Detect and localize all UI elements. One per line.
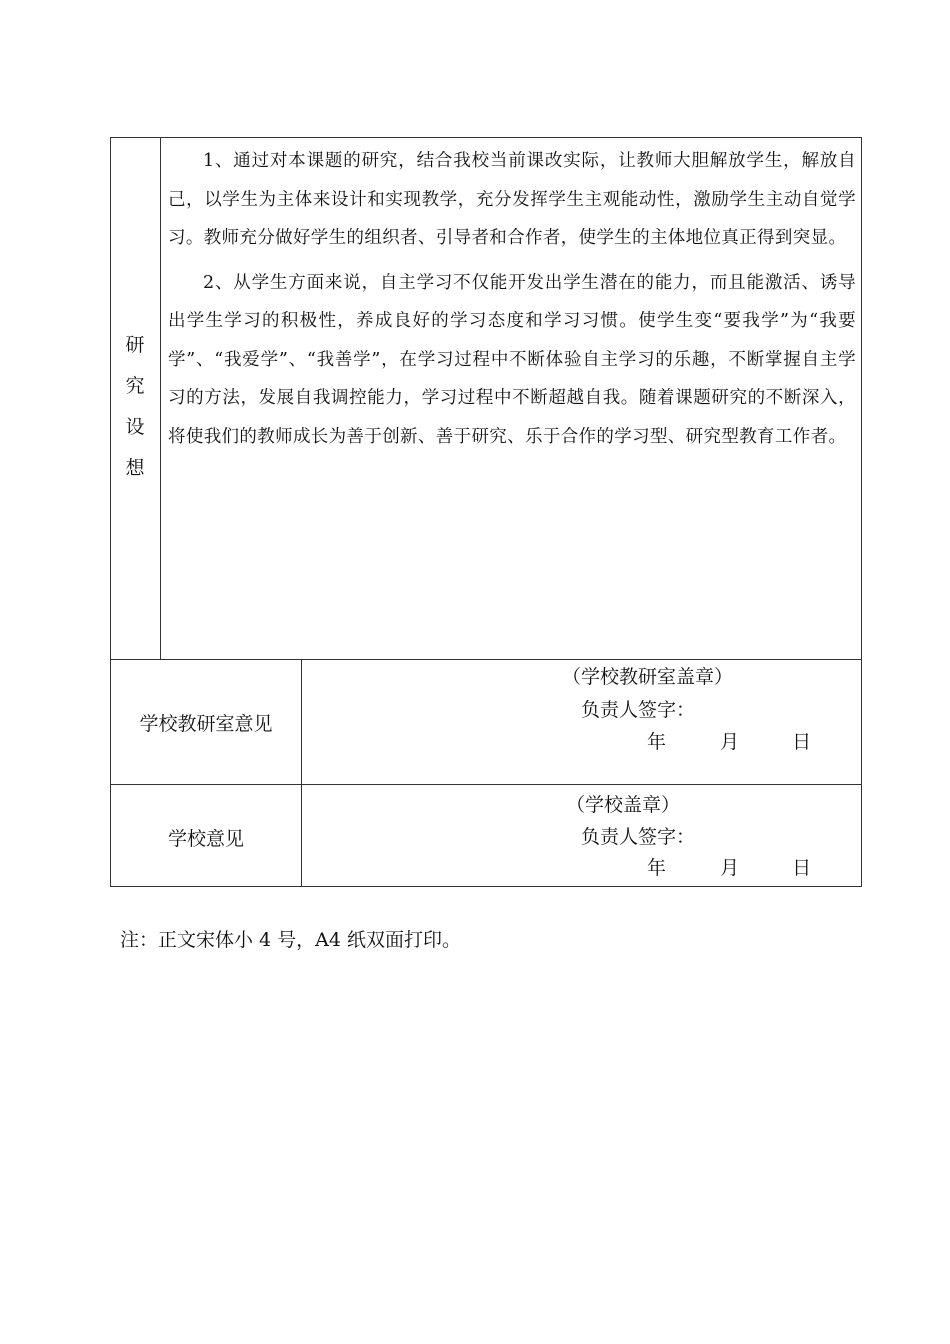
research-label-divider (160, 137, 161, 659)
school-date (647, 853, 811, 880)
teaching-office-seal: （学校教研室盖章） (562, 666, 734, 688)
school-opinion-label: 学校意见 (167, 828, 244, 850)
table-left-border (110, 137, 111, 887)
research-paragraph-1: 1、通过对本课题的研究，结合我校当前课改实际，让教师大胆解放学生，解放自己，以学生为主体来设计和实现教学，充分发挥学生主观能动性，激励学生主动自觉学习。教师充分做好学生的组织者、引导者和合作者，使学生的主体地位真正得到突显。 (168, 151, 856, 248)
school-seal: （学校盖章） (566, 794, 681, 816)
table-right-border (861, 137, 862, 887)
teaching-office-opinion-label: 学校教研室意见 (139, 713, 273, 735)
label-char: 想 (125, 457, 145, 479)
research-section-content (168, 142, 856, 462)
label-char: 设 (125, 416, 145, 438)
row-divider-office (110, 784, 862, 785)
school-signature: 负责人签字： (581, 826, 696, 848)
date-month: 月 (720, 857, 740, 879)
research-section-label (110, 325, 160, 489)
date-year: 年 (647, 731, 667, 753)
row-divider-research (110, 659, 862, 660)
teaching-office-date (647, 727, 811, 754)
teaching-office-signature: 负责人签字： (581, 699, 696, 721)
research-paragraph-2: 2、从学生方面来说，自主学习不仅能开发出学生潜在的能力，而且能激活、诱导出学生学习的积极性，养成良好的学习态度和学习习惯。使学生变“要我学”为“我要学”、“我爱学”、“我善学”，在学习过程中不断体验自主学习的乐趣，不断掌握自主学习的方法，发展自我调控能力，学习过程中不断超越自我。随着课题研究的不断深入，将使我们的教师成长为善于创新、善于研究、乐于合作的学习型、研究型教育工作者。 (168, 272, 856, 447)
date-year: 年 (647, 857, 667, 879)
date-day: 日 (792, 731, 812, 753)
date-day: 日 (792, 857, 812, 879)
label-char: 究 (125, 375, 145, 397)
table-bottom-border (110, 886, 862, 887)
table-top-border (110, 137, 862, 138)
label-char: 研 (125, 334, 145, 356)
approval-label-divider (301, 659, 302, 887)
date-month: 月 (720, 731, 740, 753)
footnote: 注：正文宋体小 4 号，A4 纸双面打印。 (120, 929, 462, 951)
